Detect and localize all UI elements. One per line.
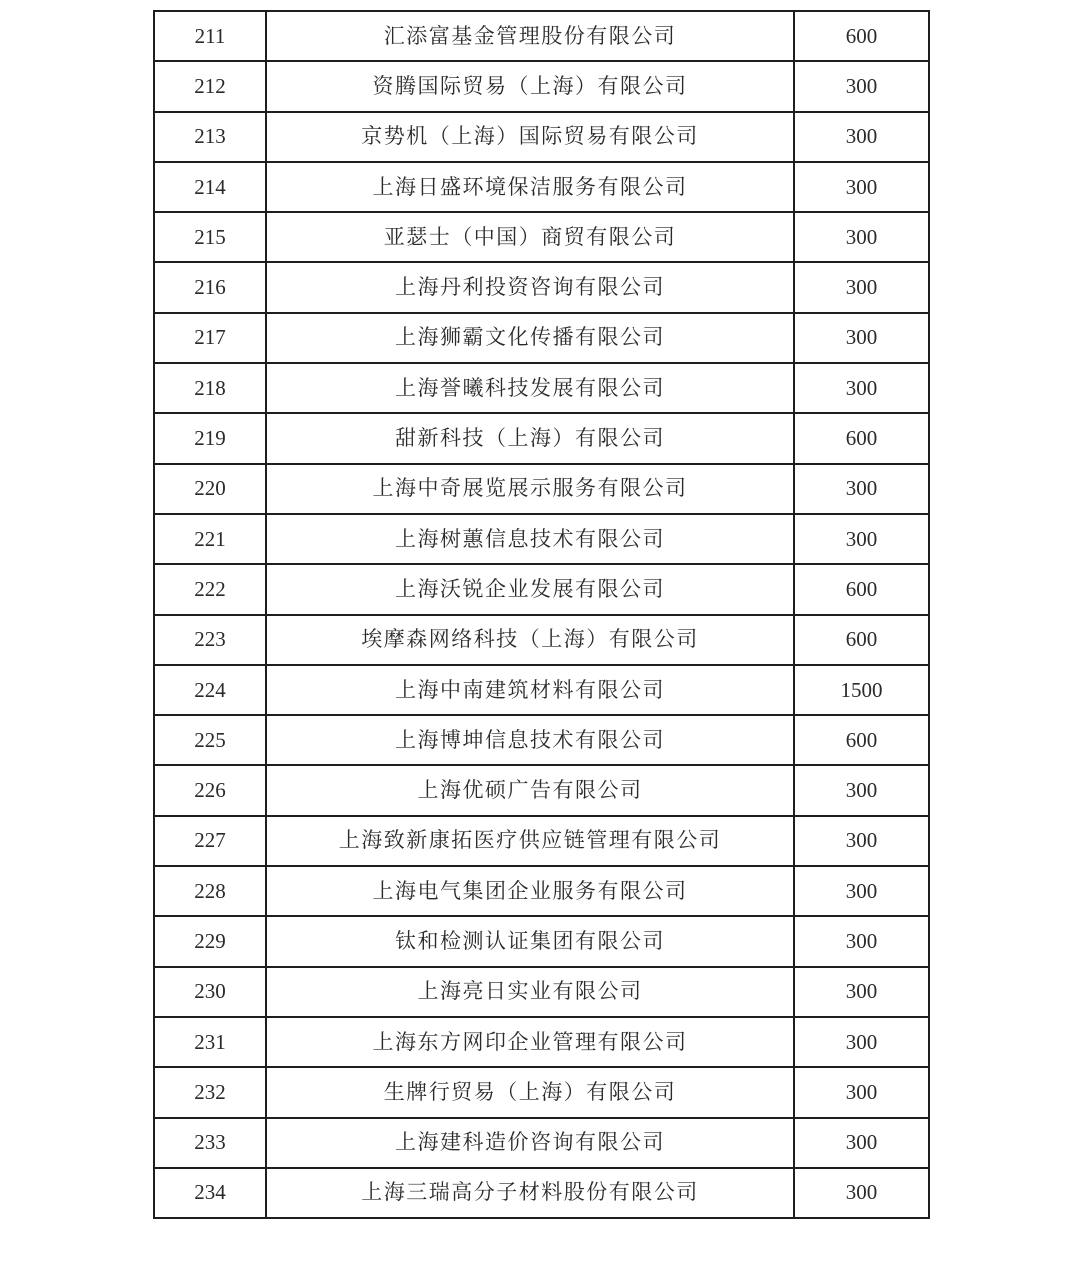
amount: 300	[794, 916, 929, 966]
row-number: 234	[154, 1168, 266, 1218]
company-name: 上海亮日实业有限公司	[266, 967, 794, 1017]
company-name: 上海誉曦科技发展有限公司	[266, 363, 794, 413]
row-number: 228	[154, 866, 266, 916]
company-name: 上海沃锐企业发展有限公司	[266, 564, 794, 614]
table-row	[154, 1067, 929, 1117]
row-number: 224	[154, 665, 266, 715]
company-name: 京势机（上海）国际贸易有限公司	[266, 112, 794, 162]
row-number: 216	[154, 262, 266, 312]
table-row	[154, 967, 929, 1017]
row-number: 229	[154, 916, 266, 966]
table-row	[154, 212, 929, 262]
amount: 300	[794, 162, 929, 212]
amount: 300	[794, 363, 929, 413]
row-number: 217	[154, 313, 266, 363]
row-number: 232	[154, 1067, 266, 1117]
amount: 600	[794, 715, 929, 765]
company-name: 上海中南建筑材料有限公司	[266, 665, 794, 715]
amount: 300	[794, 1168, 929, 1218]
table-row	[154, 464, 929, 514]
row-number: 231	[154, 1017, 266, 1067]
row-number: 212	[154, 61, 266, 111]
table-row	[154, 112, 929, 162]
company-name: 上海狮霸文化传播有限公司	[266, 313, 794, 363]
row-number: 218	[154, 363, 266, 413]
amount: 300	[794, 112, 929, 162]
table-row	[154, 262, 929, 312]
company-name: 上海博坤信息技术有限公司	[266, 715, 794, 765]
row-number: 233	[154, 1118, 266, 1168]
amount: 300	[794, 1067, 929, 1117]
table-row	[154, 61, 929, 111]
table-row	[154, 765, 929, 815]
amount: 300	[794, 212, 929, 262]
amount: 300	[794, 765, 929, 815]
row-number: 225	[154, 715, 266, 765]
company-name: 上海丹利投资咨询有限公司	[266, 262, 794, 312]
company-name: 亚瑟士（中国）商贸有限公司	[266, 212, 794, 262]
company-name: 汇添富基金管理股份有限公司	[266, 11, 794, 61]
amount: 300	[794, 866, 929, 916]
row-number: 222	[154, 564, 266, 614]
company-name: 生牌行贸易（上海）有限公司	[266, 1067, 794, 1117]
table-row	[154, 11, 929, 61]
company-name: 上海建科造价咨询有限公司	[266, 1118, 794, 1168]
table-body	[154, 11, 929, 1218]
row-number: 227	[154, 816, 266, 866]
company-name: 上海东方网印企业管理有限公司	[266, 1017, 794, 1067]
table-row	[154, 363, 929, 413]
row-number: 226	[154, 765, 266, 815]
amount: 300	[794, 61, 929, 111]
amount: 600	[794, 615, 929, 665]
amount: 600	[794, 564, 929, 614]
amount: 300	[794, 464, 929, 514]
company-name: 上海三瑞高分子材料股份有限公司	[266, 1168, 794, 1218]
company-name: 上海树蕙信息技术有限公司	[266, 514, 794, 564]
row-number: 213	[154, 112, 266, 162]
row-number: 219	[154, 413, 266, 463]
company-name: 上海致新康拓医疗供应链管理有限公司	[266, 816, 794, 866]
amount: 600	[794, 413, 929, 463]
table-row	[154, 866, 929, 916]
company-list-table	[153, 10, 930, 1219]
table-row	[154, 313, 929, 363]
company-name: 上海中奇展览展示服务有限公司	[266, 464, 794, 514]
table-row	[154, 1118, 929, 1168]
amount: 1500	[794, 665, 929, 715]
table-row	[154, 564, 929, 614]
row-number: 215	[154, 212, 266, 262]
amount: 300	[794, 816, 929, 866]
amount: 300	[794, 514, 929, 564]
table-row	[154, 715, 929, 765]
row-number: 223	[154, 615, 266, 665]
amount: 300	[794, 1017, 929, 1067]
company-name: 上海电气集团企业服务有限公司	[266, 866, 794, 916]
row-number: 230	[154, 967, 266, 1017]
row-number: 211	[154, 11, 266, 61]
amount: 300	[794, 262, 929, 312]
company-name: 甜新科技（上海）有限公司	[266, 413, 794, 463]
amount: 600	[794, 11, 929, 61]
table-row	[154, 816, 929, 866]
company-name: 上海优硕广告有限公司	[266, 765, 794, 815]
amount: 300	[794, 967, 929, 1017]
table-row	[154, 665, 929, 715]
table-row	[154, 1168, 929, 1218]
company-name: 钛和检测认证集团有限公司	[266, 916, 794, 966]
row-number: 220	[154, 464, 266, 514]
table-row	[154, 413, 929, 463]
row-number: 214	[154, 162, 266, 212]
company-name: 上海日盛环境保洁服务有限公司	[266, 162, 794, 212]
row-number: 221	[154, 514, 266, 564]
table-row	[154, 514, 929, 564]
table-row	[154, 615, 929, 665]
amount: 300	[794, 1118, 929, 1168]
company-name: 资腾国际贸易（上海）有限公司	[266, 61, 794, 111]
company-name: 埃摩森网络科技（上海）有限公司	[266, 615, 794, 665]
amount: 300	[794, 313, 929, 363]
table-row	[154, 916, 929, 966]
table-row	[154, 1017, 929, 1067]
table-row	[154, 162, 929, 212]
